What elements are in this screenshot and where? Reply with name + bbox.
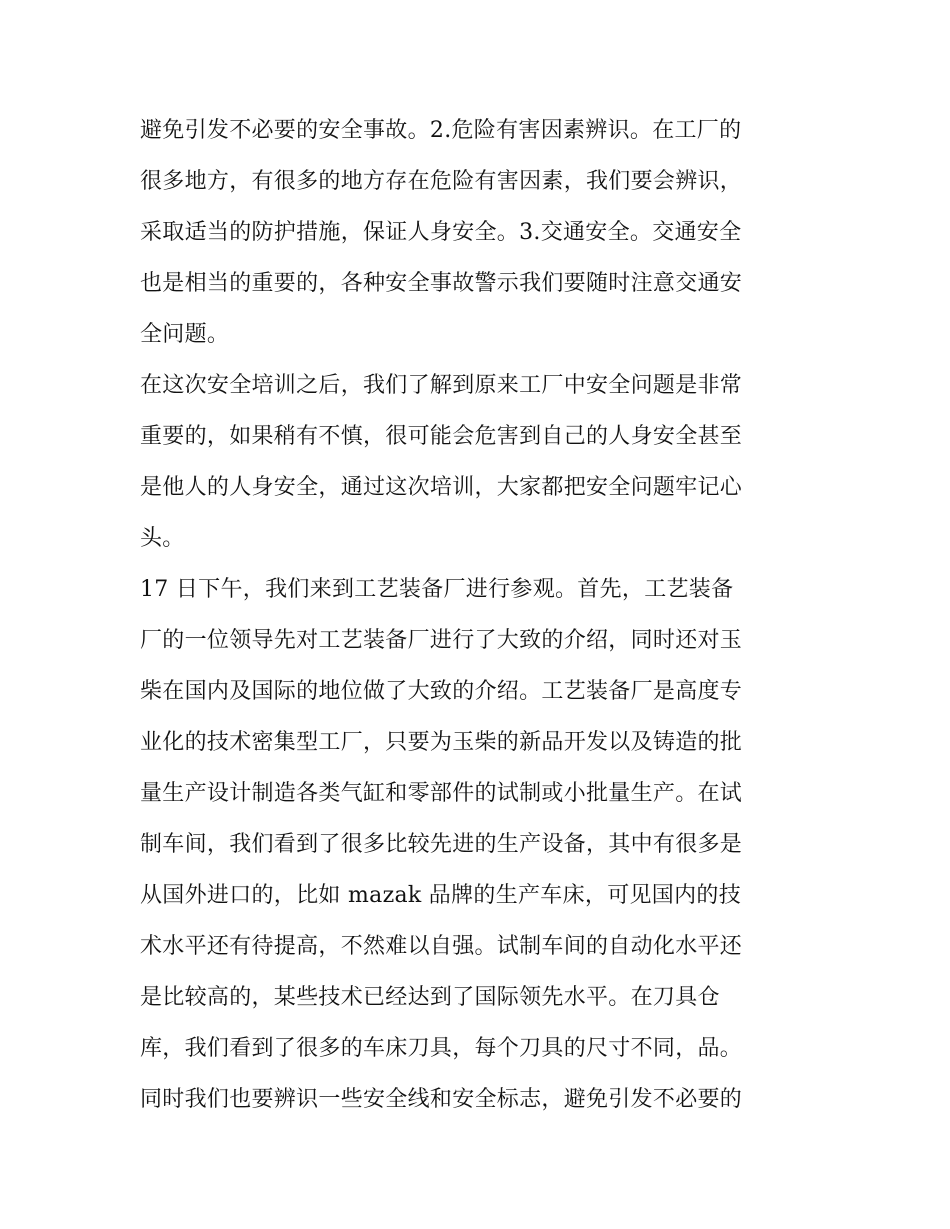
text-line: 制车间，我们看到了很多比较先进的生产设备，其中有很多是 [140,832,743,857]
text-line: 柴在国内及国际的地位做了大致的介绍。工艺装备厂是高度专 [140,679,743,704]
text-line: 厂的一位领导先对工艺装备厂进行了大致的介绍，同时还对玉 [140,628,743,653]
text-line: 全问题。 [140,322,230,347]
text-line: 重要的，如果稍有不慎，很可能会危害到自己的人身安全甚至 [140,424,743,449]
text-line: 同时我们也要辨识一些安全线和安全标志，避免引发不必要的 [140,1087,743,1112]
text-line: 17 日下午，我们来到工艺装备厂进行参观。首先，工艺装备 [140,577,734,602]
text-line: 头。 [140,526,185,551]
text-line: 量生产设计制造各类气缸和零部件的试制或小批量生产。在试 [140,781,743,806]
text-line: 也是相当的重要的，各种安全事故警示我们要随时注意交通安 [140,271,743,296]
text-line: 从国外进口的，比如 mazak 品牌的生产车床，可见国内的技 [140,883,742,908]
text-line: 避免引发不必要的安全事故。2.危险有害因素辨识。在工厂的 [140,118,742,143]
text-line: 采取适当的防护措施，保证人身安全。3.交通安全。交通安全 [140,220,742,245]
text-line: 很多地方，有很多的地方存在危险有害因素，我们要会辨识， [140,169,743,194]
text-line: 在这次安全培训之后，我们了解到原来工厂中安全问题是非常 [140,373,743,398]
text-line: 是比较高的，某些技术已经达到了国际领先水平。在刀具仓 [140,985,720,1010]
text-line: 术水平还有待提高，不然难以自强。试制车间的自动化水平还 [140,934,743,959]
text-line: 是他人的人身安全，通过这次培训，大家都把安全问题牢记心 [140,475,743,500]
text-line: 业化的技术密集型工厂，只要为玉柴的新品开发以及铸造的批 [140,730,743,755]
text-line: 库，我们看到了很多的车床刀具，每个刀具的尺寸不同，品。 [140,1036,743,1061]
body-text [140,105,818,1125]
